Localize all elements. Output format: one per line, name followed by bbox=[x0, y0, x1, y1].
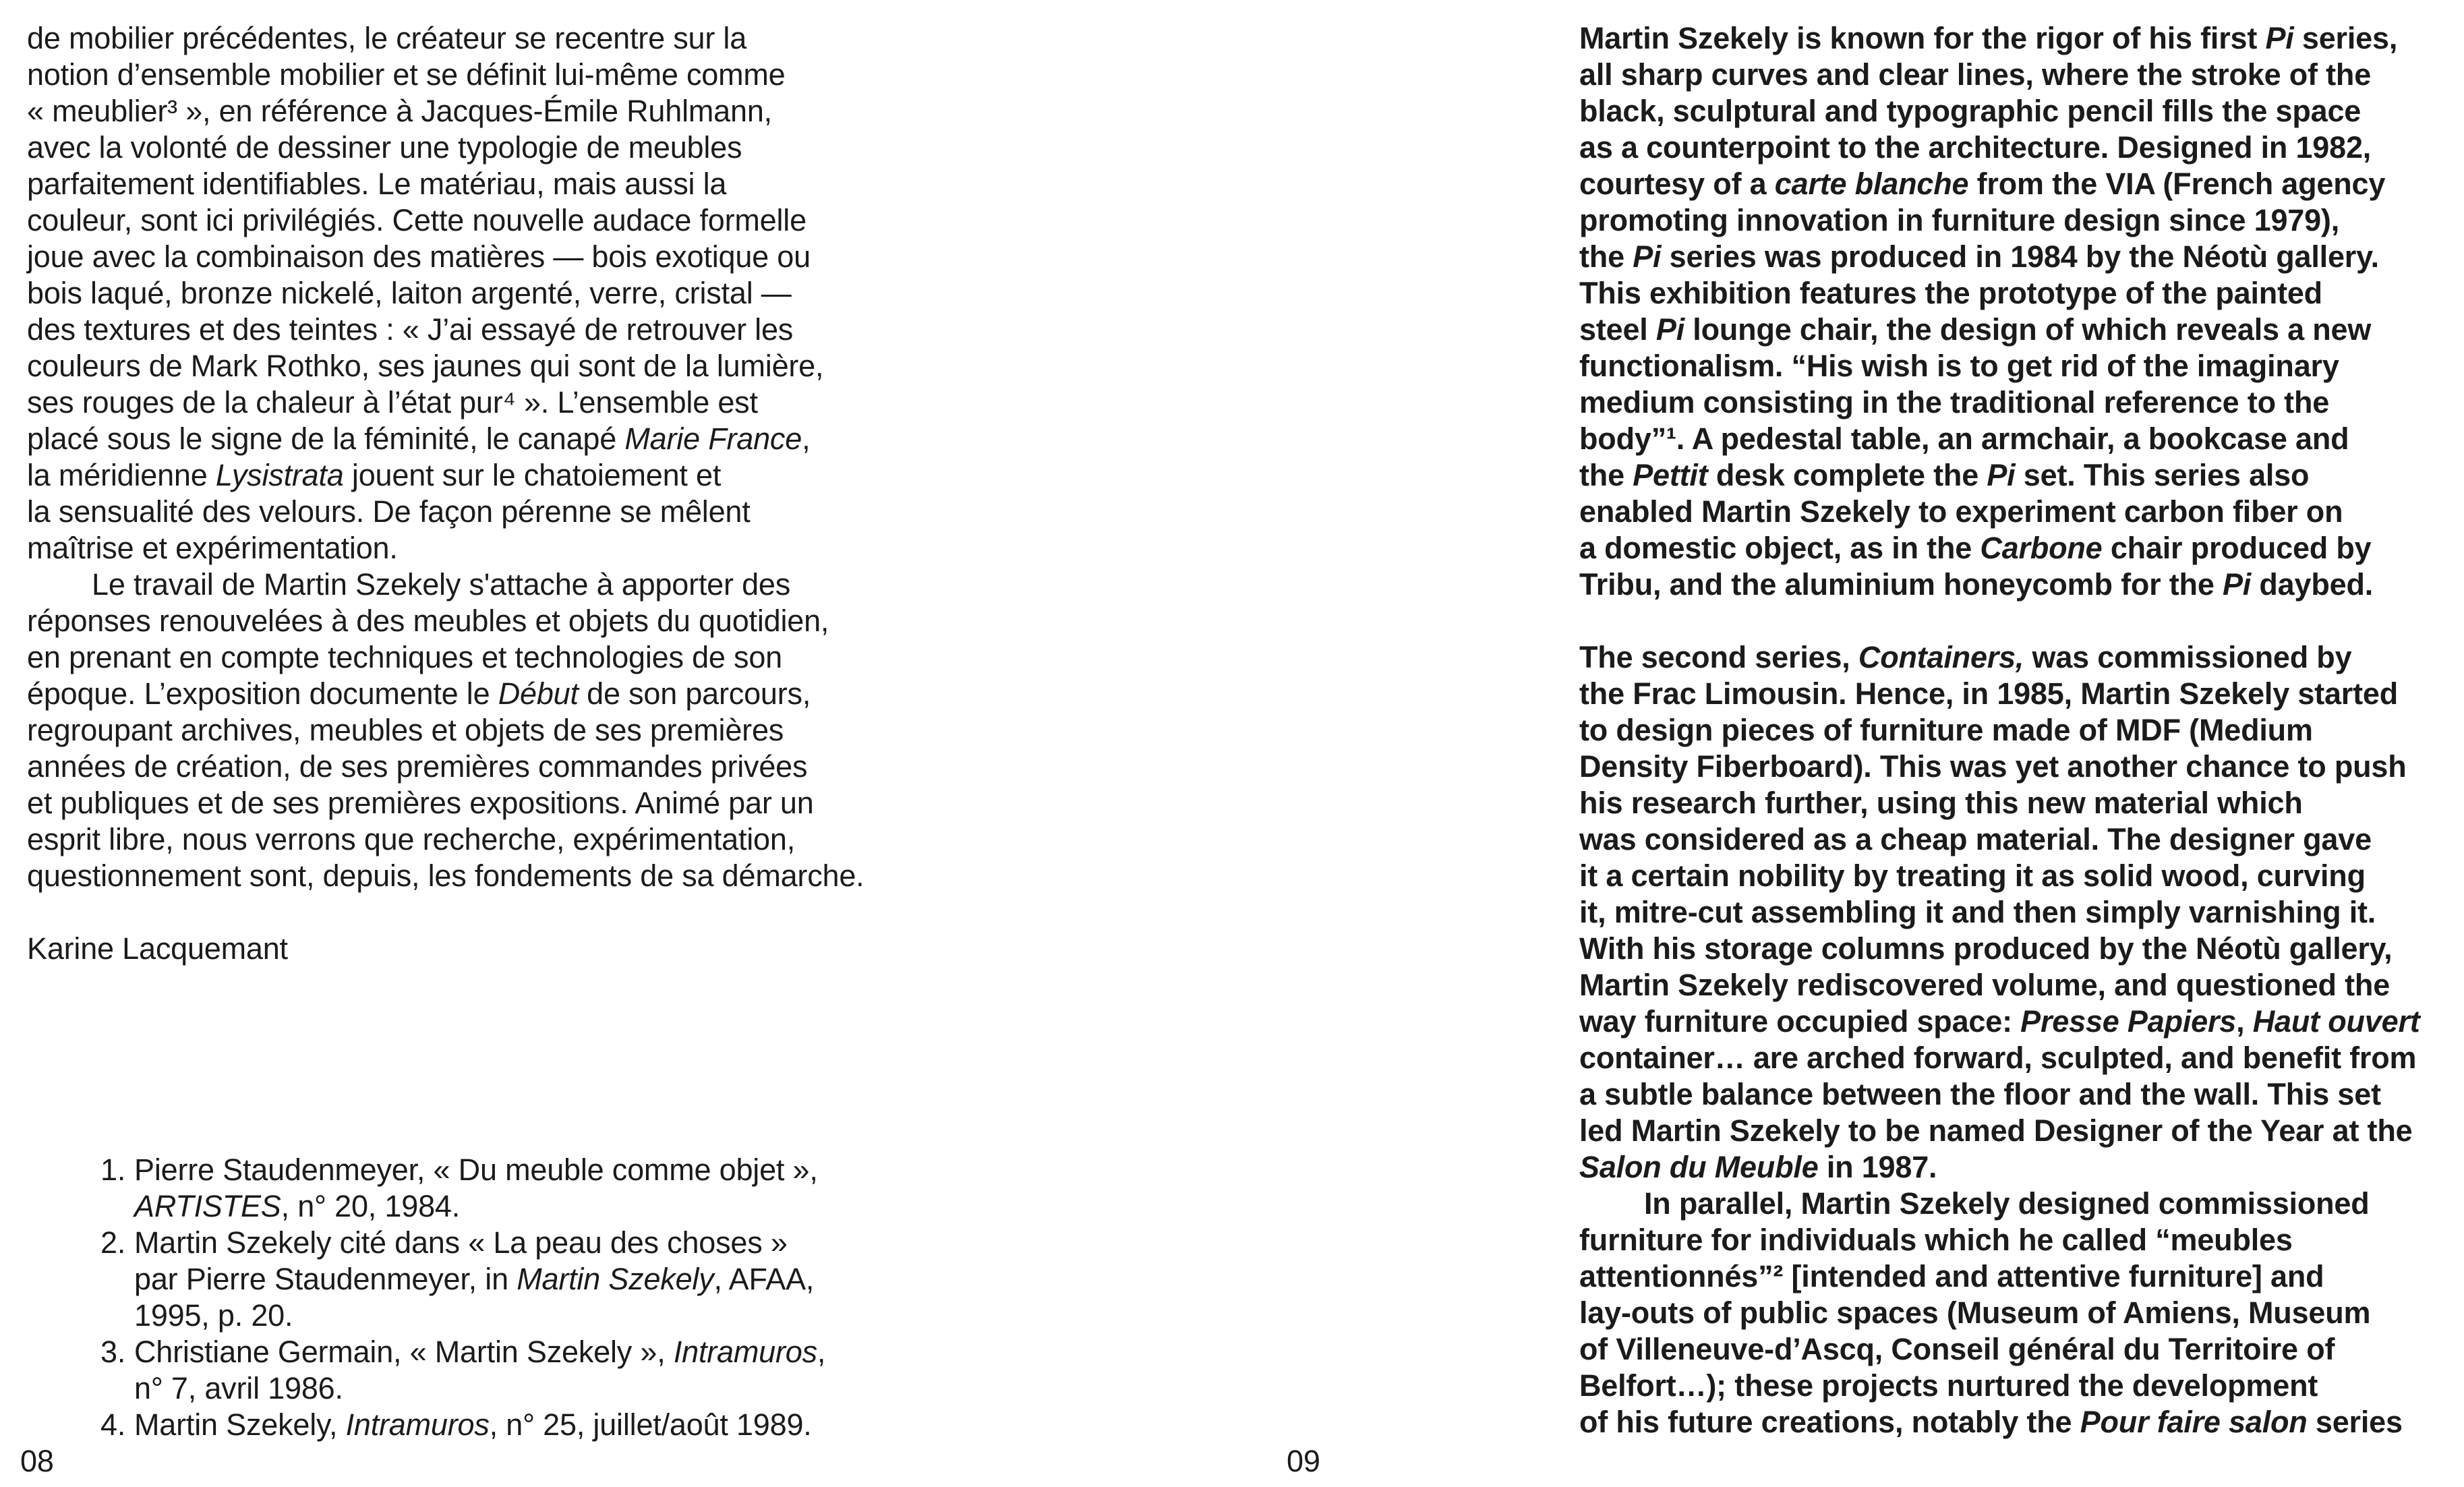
right-page-column bbox=[1579, 20, 2420, 1440]
italic-text: ARTISTES bbox=[134, 1189, 281, 1223]
italic-text: Lysistrata bbox=[215, 458, 344, 492]
text-run: enabled Martin Szekely to experiment carbon fiber on bbox=[1579, 494, 2343, 529]
footnote-number: 1. bbox=[100, 1153, 126, 1187]
text-run: the bbox=[1579, 239, 1633, 274]
italic-text: Intramuros bbox=[673, 1335, 817, 1369]
footnotes-block bbox=[100, 1152, 825, 1443]
text-run: jouent sur le chatoiement et bbox=[343, 458, 722, 492]
text-run: to design pieces of furniture made of MDF (Medium bbox=[1579, 713, 2313, 747]
text-run: Belfort…); these projects nurtured the development bbox=[1579, 1368, 2318, 1403]
text-run: a subtle balance between the floor and the wall. This set bbox=[1579, 1077, 2381, 1111]
text-run: la méridienne bbox=[27, 458, 216, 492]
text-run: , n° 20, 1984. bbox=[281, 1189, 461, 1223]
footnote-item bbox=[100, 1407, 825, 1443]
text-run: it a certain nobility by treating it as solid wood, curving bbox=[1579, 858, 2366, 893]
text-run: Density Fiberboard). This was yet another chance to push bbox=[1579, 749, 2407, 784]
text-run: maîtrise et expérimentation. bbox=[27, 531, 398, 565]
text-run: series bbox=[2307, 1405, 2403, 1439]
text-run: medium consisting in the traditional reference to the bbox=[1579, 385, 2330, 419]
text-run: Tribu, and the aluminium honeycomb for the bbox=[1579, 567, 2223, 602]
text-run: the bbox=[1579, 458, 1633, 492]
text-run: container… are arched forward, sculpted, and benefit from bbox=[1579, 1041, 2417, 1075]
paragraph bbox=[1579, 639, 2420, 1440]
text-run: way furniture occupied space: bbox=[1579, 1004, 2021, 1039]
text-run: couleurs de Mark Rothko, ses jaunes qui sont de la lumière, bbox=[27, 349, 824, 383]
text-run: couleur, sont ici privilégiés. Cette nouvelle audace formelle bbox=[27, 203, 806, 237]
text-run: body”¹. A pedestal table, an armchair, a bookcase and bbox=[1579, 421, 2349, 456]
text-run: bois laqué, bronze nickelé, laiton argenté, verre, cristal — bbox=[27, 276, 792, 310]
text-run: lay-outs of public spaces (Museum of Amiens, Museum bbox=[1579, 1295, 2371, 1330]
text-run: In parallel, Martin Szekely designed commissioned bbox=[1644, 1186, 2370, 1221]
text-run: Martin Szekely, bbox=[134, 1407, 346, 1442]
text-run: chair produced by bbox=[2102, 531, 2372, 565]
italic-text: Intramuros bbox=[345, 1407, 490, 1442]
text-run: par Pierre Staudenmeyer, in bbox=[134, 1262, 517, 1296]
text-run: de mobilier précédentes, le créateur se recentre sur la bbox=[27, 21, 747, 55]
italic-text: Pettit bbox=[1633, 458, 1708, 492]
text-run: de son parcours, bbox=[578, 676, 811, 711]
text-run: of Villeneuve-d’Ascq, Conseil général du Territoire of bbox=[1579, 1332, 2335, 1366]
text-run: Christiane Germain, « Martin Szekely », bbox=[134, 1335, 674, 1369]
text-run: The second series, bbox=[1579, 640, 1858, 674]
italic-text: carte blanche bbox=[1774, 167, 1969, 201]
italic-text: Haut ouvert bbox=[2252, 1004, 2420, 1039]
text-run: des textures et des teintes : « J’ai essayé de retrouver les bbox=[27, 312, 794, 347]
text-run: , bbox=[802, 421, 811, 456]
italic-text: Salon du Meuble bbox=[1579, 1150, 1819, 1184]
text-run: , bbox=[817, 1335, 826, 1369]
footnote-text bbox=[134, 1407, 812, 1443]
text-run: Pierre Staudenmeyer, « Du meuble comme objet », bbox=[134, 1153, 818, 1187]
italic-text: Pi bbox=[1987, 458, 2016, 492]
left-page-column bbox=[27, 20, 864, 967]
text-run: , bbox=[2236, 1004, 2253, 1039]
text-run: led Martin Szekely to be named Designer of the Year at the bbox=[1579, 1113, 2413, 1148]
text-run: regroupant archives, meubles et objets de ses premières bbox=[27, 713, 784, 747]
text-run: Le travail de Martin Szekely s'attache à apporter des bbox=[92, 567, 791, 602]
text-run: , AFAA, bbox=[713, 1262, 815, 1296]
left-body-text bbox=[27, 20, 864, 894]
italic-text: Pi bbox=[2265, 21, 2294, 55]
text-run: series was produced in 1984 by the Néotù gallery. bbox=[1661, 239, 2379, 274]
text-run: questionnement sont, depuis, les fondements de sa démarche. bbox=[27, 858, 864, 893]
author-name: Karine Lacquemant bbox=[27, 931, 288, 966]
text-run: in 1987. bbox=[1818, 1150, 1937, 1184]
italic-text: Pi bbox=[2222, 567, 2252, 602]
text-run: set. This series also bbox=[2015, 458, 2310, 492]
text-run: placé sous le signe de la féminité, le canapé bbox=[27, 421, 625, 456]
text-run: steel bbox=[1579, 312, 1656, 347]
footnote-item bbox=[100, 1152, 825, 1225]
footnote-text bbox=[134, 1152, 818, 1225]
text-run: promoting innovation in furniture design since 1979), bbox=[1579, 203, 2340, 237]
text-run: notion d’ensemble mobilier et se définit lui-même comme bbox=[27, 57, 786, 92]
text-run: la sensualité des velours. De façon pérenne se mêlent bbox=[27, 494, 751, 529]
text-run: réponses renouvelées à des meubles et objets du quotidien, bbox=[27, 604, 829, 638]
text-run: attentionnés”² [intended and attentive furniture] and bbox=[1579, 1259, 2324, 1293]
footnote-number: 4. bbox=[100, 1407, 126, 1442]
text-run: années de création, de ses premières commandes privées bbox=[27, 749, 808, 784]
text-run: Martin Szekely rediscovered volume, and questioned the bbox=[1579, 968, 2390, 1002]
text-run: was considered as a cheap material. The designer gave bbox=[1579, 822, 2372, 856]
text-run: of his future creations, notably the bbox=[1579, 1405, 2080, 1439]
italic-text: Martin Szekely bbox=[517, 1262, 714, 1296]
page-number-right: 09 bbox=[1287, 1444, 1320, 1478]
text-run: his research further, using this new material which bbox=[1579, 786, 2303, 820]
text-run: , n° 25, juillet/août 1989. bbox=[489, 1407, 812, 1442]
text-run: esprit libre, nous verrons que recherche, expérimentation, bbox=[27, 822, 795, 856]
text-run: époque. L’exposition documente le bbox=[27, 676, 498, 711]
text-run: With his storage columns produced by the Néotù gallery, bbox=[1579, 931, 2393, 966]
italic-text: Presse Papiers bbox=[2020, 1004, 2237, 1039]
text-run: joue avec la combinaison des matières — bois exotique ou bbox=[27, 239, 811, 274]
italic-text: Pi bbox=[1655, 312, 1684, 347]
text-run: parfaitement identifiables. Le matériau, mais aussi la bbox=[27, 167, 727, 201]
text-run: the Frac Limousin. Hence, in 1985, Martin Szekely started bbox=[1579, 676, 2399, 711]
text-run: black, sculptural and typographic pencil fills the space bbox=[1579, 94, 2362, 128]
text-run: ses rouges de la chaleur à l’état pur⁴ ». L’ensemble est bbox=[27, 385, 758, 419]
text-run: Martin Szekely is known for the rigor of his first bbox=[1579, 21, 2266, 55]
text-run: series, bbox=[2293, 21, 2398, 55]
footnote-number: 2. bbox=[100, 1225, 126, 1260]
italic-text: Containers, bbox=[1858, 640, 2024, 674]
text-run: et publiques et de ses premières expositions. Animé par un bbox=[27, 786, 814, 820]
footnote-item bbox=[100, 1334, 825, 1407]
italic-text: Début bbox=[498, 676, 579, 711]
text-run: as a counterpoint to the architecture. Designed in 1982, bbox=[1579, 130, 2372, 165]
footnote-item bbox=[100, 1225, 825, 1334]
text-run: avec la volonté de dessiner une typologie de meubles bbox=[27, 130, 742, 165]
footnote-text bbox=[134, 1225, 814, 1334]
text-run: from the VIA (French agency bbox=[1968, 167, 2386, 201]
text-run: 1995, p. 20. bbox=[134, 1298, 293, 1333]
paragraph bbox=[1579, 20, 2420, 603]
text-run: en prenant en compte techniques et technologies de son bbox=[27, 640, 783, 674]
text-run: This exhibition features the prototype of the painted bbox=[1579, 276, 2322, 310]
page-number-left: 08 bbox=[20, 1444, 54, 1478]
text-run: it, mitre-cut assembling it and then simply varnishing it. bbox=[1579, 895, 2376, 929]
text-run: daybed. bbox=[2251, 567, 2374, 602]
italic-text: Carbone bbox=[1980, 531, 2103, 565]
footnote-text bbox=[134, 1334, 825, 1407]
text-run: n° 7, avril 1986. bbox=[134, 1371, 343, 1405]
text-run: all sharp curves and clear lines, where the stroke of the bbox=[1579, 57, 2372, 92]
text-run: lounge chair, the design of which reveals a new bbox=[1684, 312, 2372, 347]
footnote-number: 3. bbox=[100, 1335, 126, 1369]
italic-text: Marie France bbox=[624, 421, 802, 456]
text-run: a domestic object, as in the bbox=[1579, 531, 1981, 565]
italic-text: Pi bbox=[1633, 239, 1662, 274]
text-run: was commissioned by bbox=[2024, 640, 2352, 674]
text-run: Martin Szekely cité dans « La peau des choses » bbox=[134, 1225, 788, 1260]
text-run: desk complete the bbox=[1707, 458, 1987, 492]
text-run: courtesy of a bbox=[1579, 167, 1775, 201]
text-run: functionalism. “His wish is to get rid of the imaginary bbox=[1579, 349, 2339, 383]
text-run: furniture for individuals which he called “meubles bbox=[1579, 1223, 2293, 1257]
italic-text: Pour faire salon bbox=[2080, 1405, 2308, 1439]
text-run: « meublier³ », en référence à Jacques-Émile Ruhlmann, bbox=[27, 94, 772, 128]
